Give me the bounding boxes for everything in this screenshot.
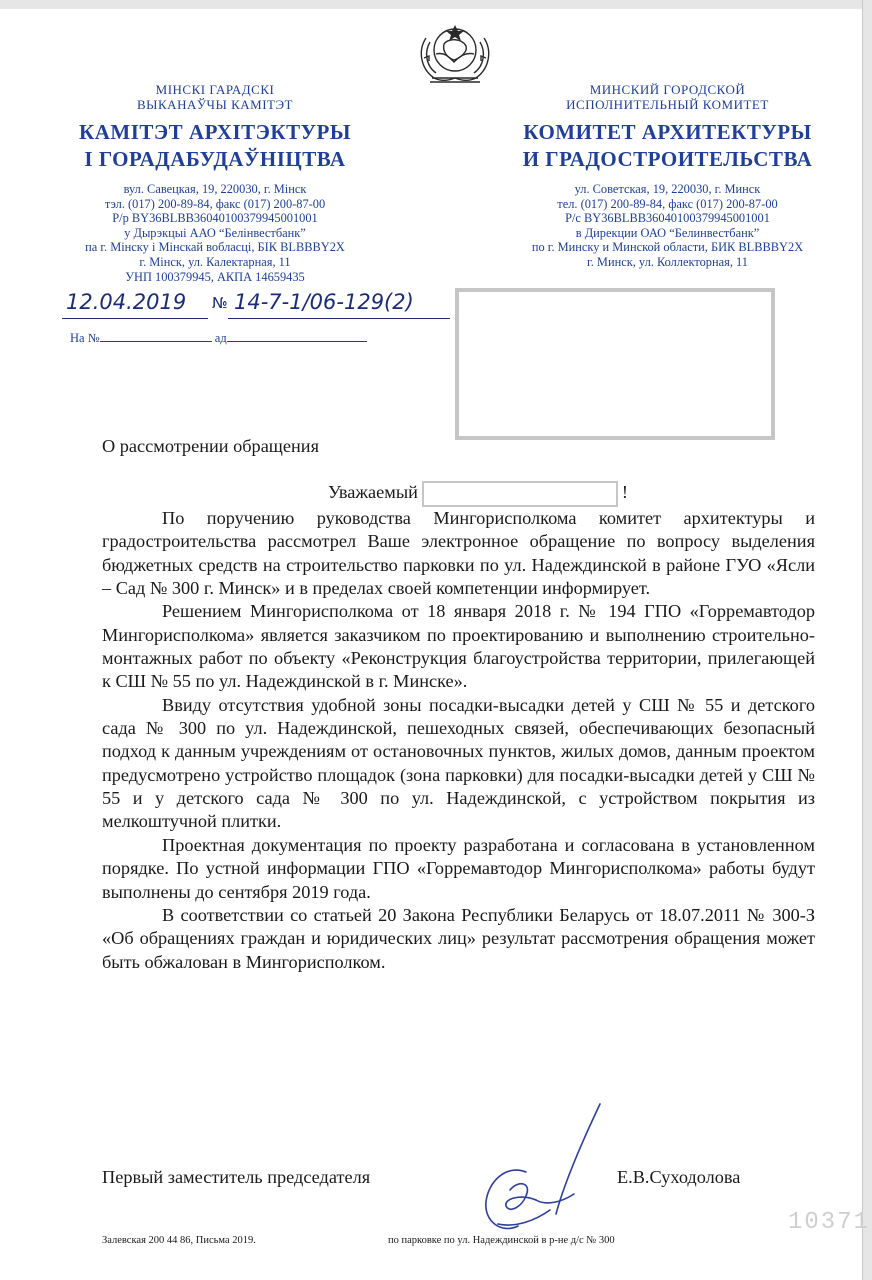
scan-border-right bbox=[862, 0, 872, 1280]
registration-date: 12.04.2019 bbox=[66, 290, 187, 314]
reference-from-label: ад bbox=[214, 331, 227, 345]
redacted-addressee bbox=[455, 288, 775, 440]
signatory-position: Первый заместитель председателя bbox=[102, 1167, 371, 1187]
stamp-number: 10371 bbox=[788, 1209, 871, 1236]
bank-ru: в Дирекции ОАО “Белинвестбанк” bbox=[575, 225, 760, 240]
committee-name-ru-line2: И ГРАДОСТРОИТЕЛЬСТВА bbox=[522, 147, 813, 171]
header-left bbox=[40, 82, 390, 284]
committee-name-be-line2: І ГОРАДАБУДАЎНІЦТВА bbox=[84, 147, 346, 171]
authority-name-ru-line2: ИСПОЛНИТЕЛЬНЫЙ КОМИТЕТ bbox=[566, 97, 769, 112]
signatory-name: Е.В.Суходолова bbox=[617, 1167, 741, 1187]
bank-be: у Дырэкцыі ААО “Белінвестбанк” bbox=[124, 225, 306, 240]
footer-author-note: Залевская 200 44 86, Письма 2019. bbox=[102, 1235, 256, 1246]
body-paragraph: Проектная документация по проекту разработана и согласована в установленном порядке. По устной информации ГПО «Горремавтодор Мингорисполкома» работы будут выполнены до сентября 2019 года. bbox=[102, 834, 815, 902]
account-ru: Р/с BY36BLBB36040100379945001001 bbox=[565, 211, 770, 226]
address-be: вул. Савецкая, 19, 220030, г. Мінск bbox=[123, 182, 307, 196]
authority-name-ru-line1: МИНСКИЙ ГОРОДСКОЙ bbox=[589, 82, 746, 97]
registration-line bbox=[62, 288, 452, 322]
coat-of-arms-icon bbox=[414, 18, 496, 93]
phone-ru: тел. (017) 200-89-84, факс (017) 200-87-00 bbox=[557, 196, 778, 211]
address-ru: ул. Советская, 19, 220030, г. Минск bbox=[574, 182, 761, 196]
body-paragraph: Решением Мингорисполкома от 18 января 2018 г. № 194 ГПО «Горремавтодор Мингорисполкома» является заказчиком по проектированию и выполнению строительно-монтажных работ по объекту «Реконструкция благоустройства территории, прилегающей к СШ № 55 по ул. Надеждинской в г. Минске». bbox=[102, 601, 815, 692]
bank-region-be: па г. Мінску і Мінскай вобласці, БІК BLBBBY2X bbox=[85, 240, 345, 255]
scan-border-top bbox=[0, 0, 872, 9]
bank-address-ru: г. Минск, ул. Коллекторная, 11 bbox=[587, 254, 748, 269]
phone-be: тэл. (017) 200-89-84, факс (017) 200-87-00 bbox=[104, 196, 326, 211]
committee-name-be-line1: КАМІТЭТ АРХІТЭКТУРЫ bbox=[79, 120, 351, 144]
greeting bbox=[328, 481, 628, 507]
authority-name-be-line2: ВЫКАНАЎЧЫ КАМІТЭТ bbox=[137, 97, 293, 112]
registration-number-sign: № bbox=[212, 294, 228, 312]
body-paragraph: По поручению руководства Мингорисполкома комитет архитектуры и градостроительства рассмотрел Ваше электронное обращение по вопросу выделения бюджетных средств на строительство парковки по ул. Надеждинской в районе ГУО «Ясли – Сад № 300 г. Минск» и в пределах своей компетенции информирует. bbox=[102, 508, 815, 599]
letter-body bbox=[102, 507, 815, 974]
handwritten-signature-icon bbox=[466, 1102, 606, 1257]
committee-name-ru-line1: КОМИТЕТ АРХИТЕКТУРЫ bbox=[523, 120, 812, 144]
body-paragraph: В соответствии со статьей 20 Закона Республики Беларусь от 18.07.2011 № 300-З «Об обращениях граждан и юридических лиц» результат рассмотрения обращения может быть обжалован в Мингорисполком. bbox=[102, 904, 815, 972]
tax-id-be: УНП 100379945, АКПА 14659435 bbox=[125, 269, 305, 284]
body-paragraph: Ввиду отсутствия удобной зоны посадки-высадки детей у СШ № 55 и детского сада № 300 по ул. Надеждинской, пешеходных связей, обеспечивающих безопасный подход к данным учреждениям от остановочных пунктов, жилых домов, данным проектом предусмотрено устройство площадок (зона парковки) для посадки-высадки детей у СШ № 55 и у детского сада № 300 по ул. Надеждинской, с устройством покрытия из мелкоштучной плитки. bbox=[102, 694, 815, 832]
greeting-salutation: Уважаемый bbox=[328, 482, 418, 503]
bank-region-ru: по г. Минску и Минской области, БИК BLBBBY2X bbox=[531, 240, 804, 255]
reference-line bbox=[70, 331, 367, 346]
registration-number: 14-7-1/06-129(2) bbox=[234, 290, 414, 314]
authority-name-be-line1: МІНСКІ ГАРАДСКІ bbox=[155, 82, 275, 97]
header-right bbox=[495, 82, 840, 270]
redacted-recipient-name bbox=[422, 481, 618, 507]
account-be: Р/р BY36BLBB36040100379945001001 bbox=[112, 211, 318, 226]
bank-address-be: г. Мінск, ул. Калектарная, 11 bbox=[139, 254, 291, 269]
greeting-exclamation: ! bbox=[621, 482, 628, 503]
letter-subject: О рассмотрении обращения bbox=[102, 436, 319, 456]
reference-number-label: На № bbox=[70, 331, 100, 345]
footer-subject-note: по парковке по ул. Надеждинской в р-не д/с № 300 bbox=[388, 1235, 615, 1246]
